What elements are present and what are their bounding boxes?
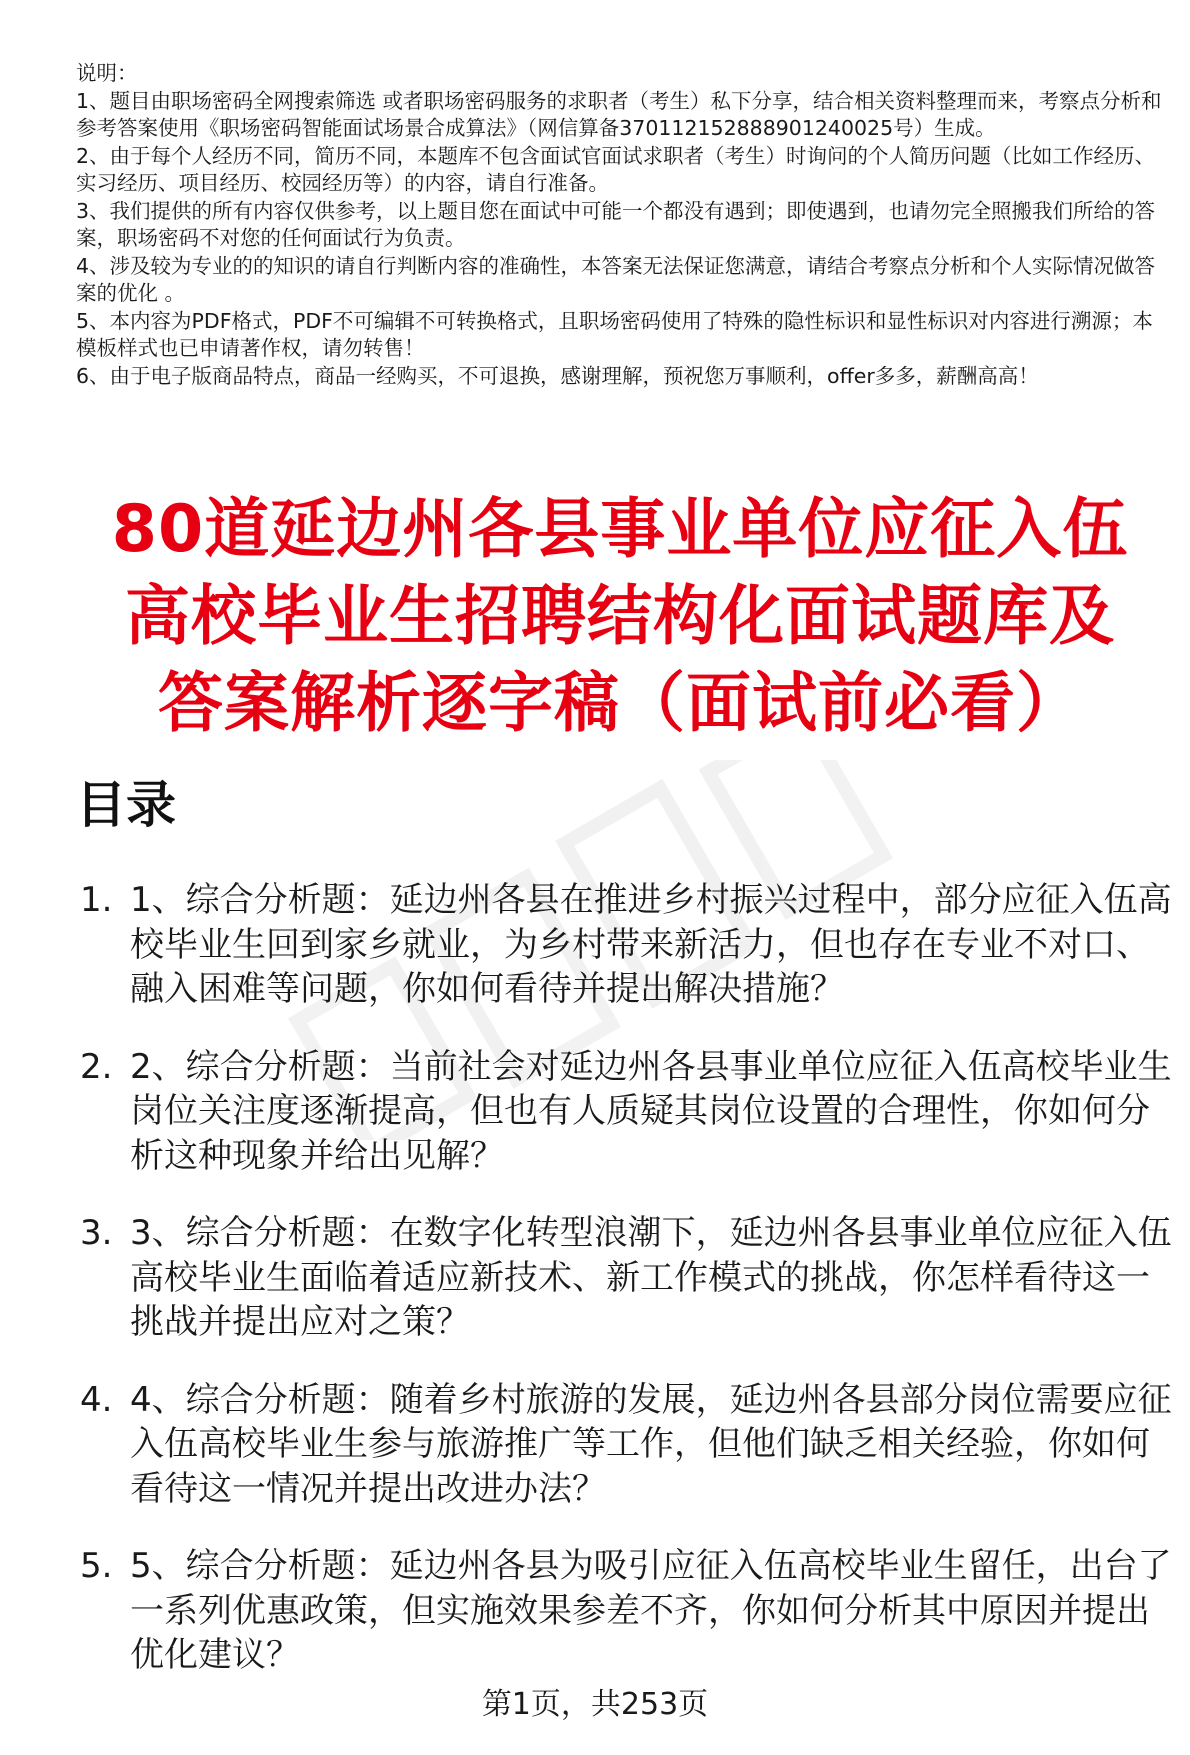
toc-item-number: 4. (80, 1379, 113, 1420)
title-line-3: 答案解析逐字稿（面试前必看） (157, 666, 1082, 741)
note-line-5: 5、本内容为PDF格式，PDF不可编辑不可转换格式，且职场密码使用了特殊的隐性标识和显性标识对内容进行溯源；本模板样式也已申请著作权，请勿转售！ (76, 308, 1153, 360)
toc-item-number: 1. (80, 880, 113, 920)
document-title (90, 486, 1150, 747)
toc-item-5[interactable] (76, 1544, 1176, 1678)
toc-heading: 目录 (76, 776, 176, 834)
note-line-6: 6、由于电子版商品特点，商品一经购买，不可退换，感谢理解，预祝您万事顺利，offer多多，薪酬高高！ (76, 363, 1039, 388)
note-line-2: 2、由于每个人经历不同，简历不同，本题库不包含面试官面试求职者（考生）时询问的个人简历问题（比如工作经历、实习经历、项目经历、校园经历等）的内容，请自行准备。 (76, 143, 1156, 195)
note-line-3: 3、我们提供的所有内容仅供参考，以上题目您在面试中可能一个都没有遇到；即使遇到，也请勿完全照搬我们所给的答案，职场密码不对您的任何面试行为负责。 (76, 198, 1156, 250)
toc-item-1[interactable] (76, 878, 1176, 1012)
toc-item-3[interactable] (76, 1211, 1176, 1345)
title-line-2: 高校毕业生招聘结构化面试题库及 (124, 579, 1115, 654)
toc-item-2[interactable] (76, 1045, 1176, 1179)
page-footer: 第1页，共253页 (481, 1687, 709, 1722)
note-line-1: 1、题目由职场密码全网搜索筛选 或者职场密码服务的求职者（考生）私下分享，结合相关资料整理而来，考察点分析和参考答案使用《职场密码智能面试场景合成算法》（网信算备370112152888901240025号）生成。 (76, 88, 1162, 140)
title-line-1: 80道延边州各县事业单位应征入伍 (111, 492, 1129, 567)
toc-item-4[interactable] (76, 1378, 1176, 1512)
disclaimer-notes (76, 60, 1166, 390)
toc-item-text: 3、综合分析题：在数字化转型浪潮下，延边州各县事业单位应征入伍高校毕业生面临着适应新技术、新工作模式的挑战，你怎样看待这一挑战并提出应对之策？ (130, 1213, 1172, 1342)
notes-heading: 说明： (76, 61, 138, 85)
toc-list (76, 878, 1176, 1711)
note-line-4: 4、涉及较为专业的的知识的请自行判断内容的准确性，本答案无法保证您满意，请结合考察点分析和个人实际情况做答案的优化 。 (76, 253, 1156, 305)
toc-item-number: 2. (80, 1046, 113, 1087)
toc-item-number: 3. (80, 1213, 113, 1253)
toc-item-text: 4、综合分析题：随着乡村旅游的发展，延边州各县部分岗位需要应征入伍高校毕业生参与旅游推广等工作，但他们缺乏相关经验，你如何看待这一情况并提出改进办法？ (130, 1379, 1172, 1509)
toc-item-text: 1、综合分析题：延边州各县在推进乡村振兴过程中，部分应征入伍高校毕业生回到家乡就业，为乡村带来新活力，但也存在专业不对口、融入困难等问题，你如何看待并提出解决措施？ (130, 880, 1172, 1009)
toc-item-number: 5. (80, 1546, 113, 1586)
toc-item-text: 5、综合分析题：延边州各县为吸引应征入伍高校毕业生留任，出台了一系列优惠政策，但实施效果参差不齐，你如何分析其中原因并提出优化建议？ (130, 1546, 1172, 1675)
toc-item-text: 2、综合分析题：当前社会对延边州各县事业单位应征入伍高校毕业生岗位关注度逐渐提高，但也有人质疑其岗位设置的合理性，你如何分析这种现象并给出见解？ (130, 1046, 1172, 1176)
